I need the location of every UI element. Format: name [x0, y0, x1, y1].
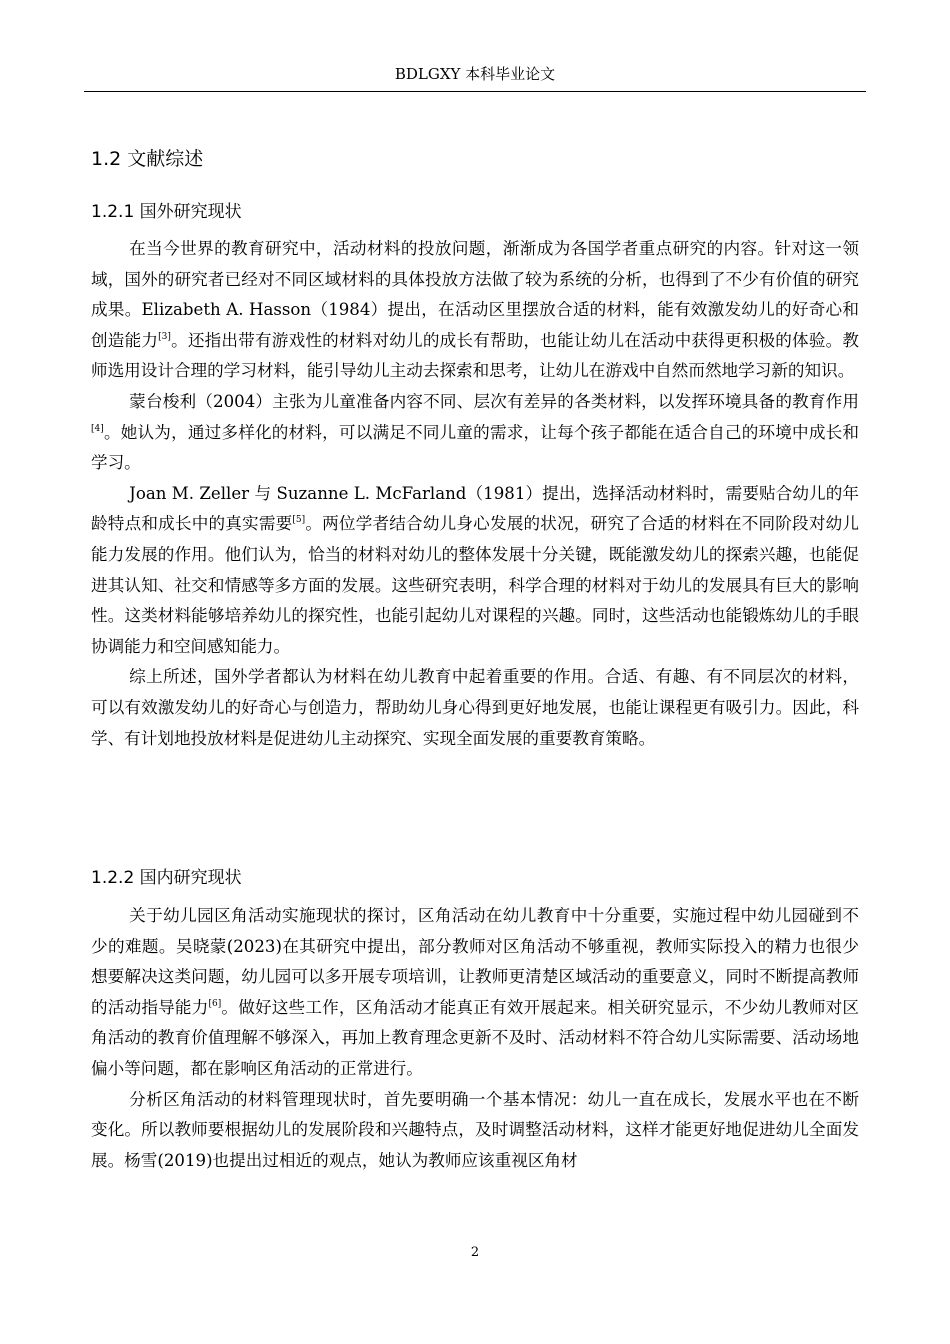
running-header: BDLGXY 本科毕业论文: [394, 65, 556, 83]
page-number: 2: [470, 1245, 480, 1260]
section-heading: 1.2 文献综述: [91, 148, 204, 170]
domestic-research-body: [91, 901, 859, 1176]
paragraph: [91, 387, 859, 479]
paragraph-text: 在当今世界的教育研究中，活动材料的投放问题，渐渐成为各国学者重点研究的内容。针对这一领域，国外的研究者已经对不同区域材料的具体投放方法做了较为系统的分析，也得到了不少有价值的研究成果。Elizabeth A. Hasson（1984）提出，在活动区里摆放合适的材料，能有效激发幼儿的好奇心和创造能力: [91, 239, 859, 350]
paragraph-text: 蒙台梭利（2004）主张为儿童准备内容不同、层次有差异的各类材料，以发挥环境具备的教育作用: [129, 391, 859, 411]
citation-ref: [6]: [208, 998, 222, 1009]
header-rule: [84, 91, 866, 92]
citation-ref: [5]: [292, 515, 306, 526]
paragraph-text: Joan M. Zeller 与 Suzanne L. McFarland（1981）提出，选择活动材料时，需要贴合幼儿的年龄特点和成长中的真实需要: [91, 483, 859, 534]
paragraph: 综上所述，国外学者都认为材料在幼儿教育中起着重要的作用。合适、有趣、有不同层次的材料，可以有效激发幼儿的好奇心与创造力，帮助幼儿身心得到更好地发展，也能让课程更有吸引力。因此，科学、有计划地投放材料是促进幼儿主动探究、实现全面发展的重要教育策略。: [91, 667, 859, 748]
paragraph: [91, 901, 859, 1085]
paragraph: [91, 479, 859, 663]
citation-ref: [3]: [158, 331, 171, 342]
subsection-heading-foreign: 1.2.1 国外研究现状: [91, 202, 242, 222]
paragraph-text: 。还指出带有游戏性的材料对幼儿的成长有帮助，也能让幼儿在活动中获得更积极的体验。教师选用设计合理的学习材料，能引导幼儿主动去探索和思考，让幼儿在游戏中自然而然地学习新的知识。: [91, 330, 860, 381]
foreign-research-body: [91, 234, 859, 754]
paragraph-text: 。她认为，通过多样化的材料，可以满足不同儿童的需求，让每个孩子都能在适合自己的环境中成长和学习。: [91, 422, 859, 473]
paragraph-text: 关于幼儿园区角活动实施现状的探讨，区角活动在幼儿教育中十分重要，实施过程中幼儿园碰到不少的难题。吴晓蒙(2023)在其研究中提出，部分教师对区角活动不够重视，教师实际投入的精力也很少想要解决这类问题，幼儿园可以多开展专项培训，让教师更清楚区域活动的重要意义，同时不断提高教师的活动指导能力: [91, 906, 859, 1017]
subsection-heading-domestic: 1.2.2 国内研究现状: [91, 868, 242, 888]
citation-ref: [4]: [91, 423, 104, 434]
paragraph-text: 。两位学者结合幼儿身心发展的状况，研究了合适的材料在不同阶段对幼儿能力发展的作用。他们认为，恰当的材料对幼儿的整体发展十分关键，既能激发幼儿的探索兴趣，也能促进其认知、社交和情感等多方面的发展。这些研究表明，科学合理的材料对于幼儿的发展具有巨大的影响性。这类材料能够培养幼儿的探究性，也能引起幼儿对课程的兴趣。同时，这些活动也能锻炼幼儿的手眼协调能力和空间感知能力。: [91, 514, 860, 656]
paragraph: [91, 234, 859, 387]
paragraph-text: 。做好这些工作，区角活动才能真正有效开展起来。相关研究显示，不少幼儿教师对区角活动的教育价值理解不够深入，再加上教育理念更新不及时、活动材料不符合幼儿实际需要、活动场地偏小等问题，都在影响区角活动的正常进行。: [91, 997, 859, 1078]
paragraph: 分析区角活动的材料管理现状时，首先要明确一个基本情况：幼儿一直在成长，发展水平也在不断变化。所以教师要根据幼儿的发展阶段和兴趣特点，及时调整活动材料，这样才能更好地促进幼儿全面发展。杨雪(2019)也提出过相近的观点，她认为教师应该重视区角材: [91, 1089, 859, 1170]
